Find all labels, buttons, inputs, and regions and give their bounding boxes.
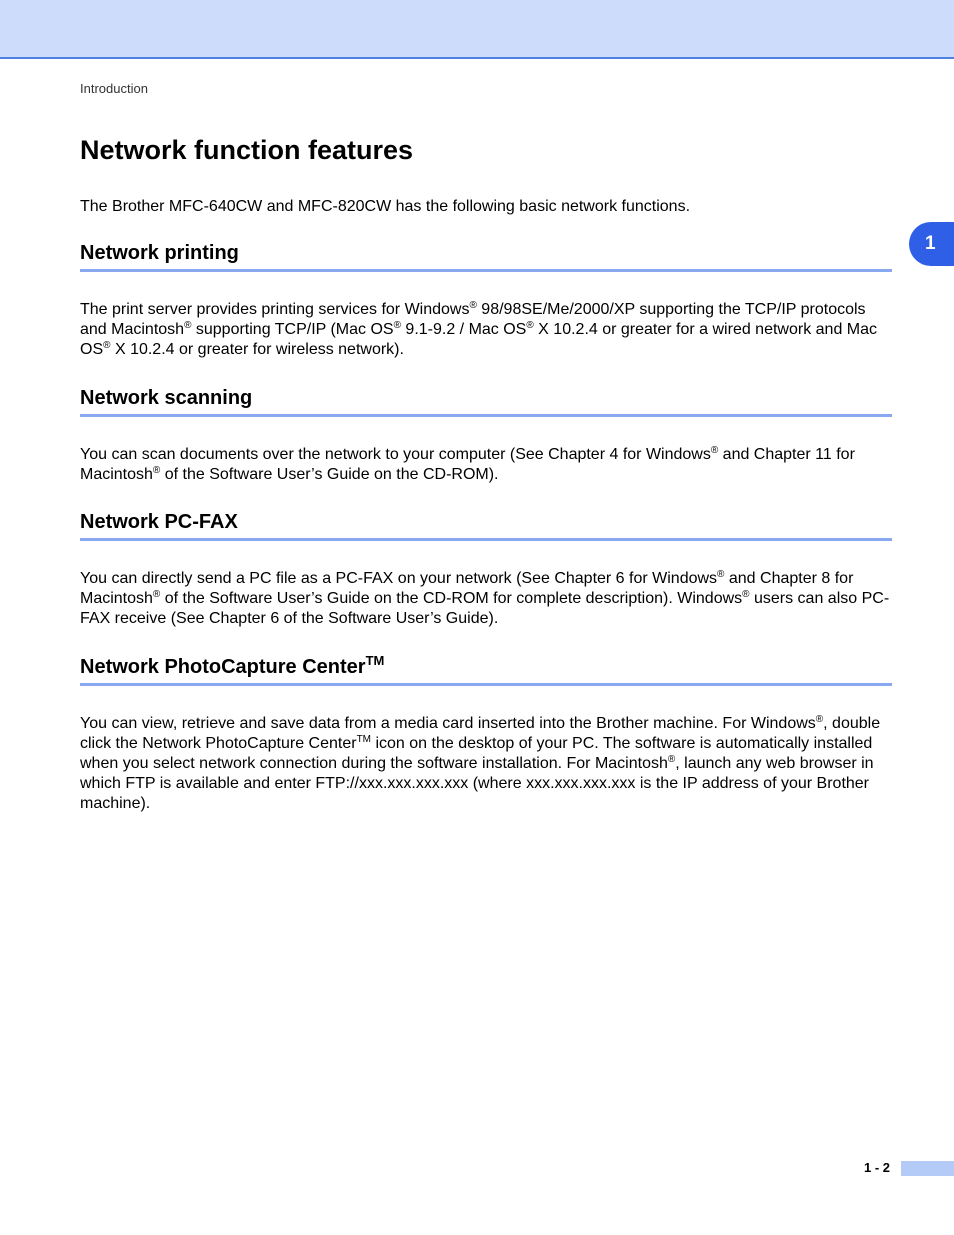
section-heading: Network PhotoCapture Center™ [80, 654, 892, 686]
intro-paragraph: The Brother MFC-640CW and MFC-820CW has the following basic network functions. [80, 198, 691, 215]
page-number: 1 - 2 [864, 1160, 891, 1175]
section-heading: Network printing [80, 240, 892, 272]
section-network-photocapture [80, 654, 892, 814]
section-network-scanning [80, 385, 892, 485]
section-network-printing [80, 240, 892, 360]
section-network-pc-fax [80, 509, 892, 629]
chapter-tab [909, 222, 954, 266]
page-title: Network function features [80, 135, 414, 165]
section-body: You can directly send a PC file as a PC-FAX on your network (See Chapter 6 for Windows® and Chapter 8 for Macintosh® of the Software User’s Guide on the CD-ROM for complete description). Windows® users can also PC-FAX receive (See Chapter 6 of the Software User’s Guide). [80, 569, 890, 627]
breadcrumb: Introduction [80, 81, 148, 96]
footer-tab [901, 1161, 954, 1176]
section-body: You can view, retrieve and save data from a media card inserted into the Brother machine. For Windows®, double click the Network PhotoCapture Center™ icon on the desktop of your PC. The software is automatically installed when you select network connection during the software installation. For Macintosh®, launch any web browser in which FTP is available and enter FTP://xxx.xxx.xxx.xxx (where xxx.xxx.xxx.xxx is the IP address of your Brother machine). [80, 714, 881, 812]
header-band [0, 0, 954, 59]
section-heading: Network scanning [80, 385, 892, 417]
section-body: The print server provides printing services for Windows® 98/98SE/Me/2000/XP supporting the TCP/IP protocols and Macintosh® supporting TCP/IP (Mac OS® 9.1-9.2 / Mac OS® X 10.2.4 or greater for a wired network and Mac OS® X 10.2.4 or greater for wireless network). [80, 300, 878, 358]
section-body: You can scan documents over the network to your computer (See Chapter 4 for Windows® and Chapter 11 for Macintosh® of the Software User’s Guide on the CD-ROM). [80, 445, 855, 483]
section-heading: Network PC-FAX [80, 509, 892, 541]
chapter-number: 1 [925, 233, 936, 254]
